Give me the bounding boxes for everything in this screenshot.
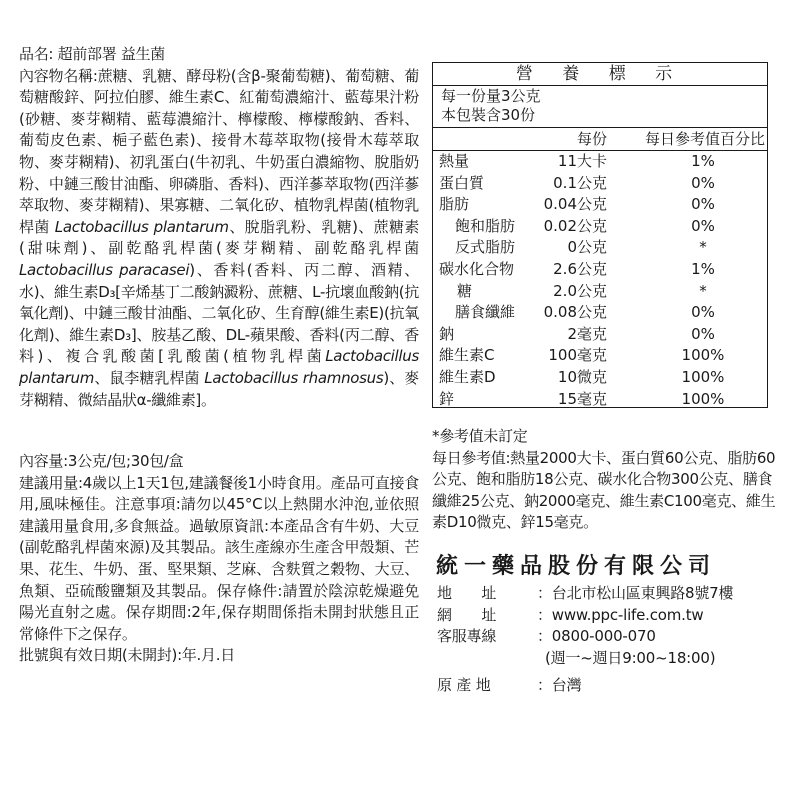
nutrition-row [433, 237, 767, 259]
nutrient-daily-value: 100% [681, 389, 725, 408]
nutrient-amount: 0公克 [567, 238, 607, 257]
nutrient-name: 鈉 [439, 324, 455, 343]
nutrient-name: 脂肪 [439, 195, 470, 214]
nutrient-name: 反式脂肪 [455, 238, 516, 257]
nutrient-amount: 15毫克 [557, 389, 607, 408]
nutrition-rows [433, 151, 767, 410]
nutrient-daily-value: 100% [681, 346, 725, 365]
nutrition-row [433, 389, 767, 411]
nutrient-name: 膳食纖維 [455, 303, 516, 322]
nutrient-amount: 0.08公克 [543, 303, 607, 322]
nutrient-daily-value: * [699, 238, 707, 257]
nutrient-name: 飽和脂肪 [455, 216, 516, 235]
species-name: Lactobacillus plantarum [19, 347, 419, 387]
nutrient-name: 熱量 [439, 152, 470, 170]
nutrition-title: 營 養 標 示 [433, 63, 767, 86]
product-info-column [19, 44, 419, 667]
nutrient-name: 維生素C [439, 346, 495, 365]
serving-size: 每一份量3公克 [441, 87, 541, 105]
nutrient-name: 鋅 [439, 389, 455, 408]
nutrient-daily-value: 0% [691, 195, 715, 214]
nutrition-row [433, 302, 767, 324]
nutrition-row [433, 259, 767, 281]
nutrient-daily-value: 0% [691, 303, 715, 322]
nutrient-amount: 0.04公克 [543, 195, 607, 214]
nutrition-row [433, 345, 767, 367]
nutrition-note [432, 426, 777, 534]
nutrition-row [433, 194, 767, 216]
nutrient-name: 糖 [457, 281, 473, 300]
ingredient-segment: 內容物名稱:蔗糖、乳糖、酵母粉(含β-聚葡萄糖)、葡萄糖、葡萄糖酸鋅、阿拉伯膠、維生素C、紅葡萄濃縮汁、藍莓果汁粉(砂糖、麥芽糊精、藍莓濃縮汁、檸檬酸、檸檬酸鈉、香料、葡萄皮色素、梔子藍色素)、接骨木莓萃取物(接骨木莓萃取物、麥芽糊精)、初乳蛋白(牛初乳、牛奶蛋白濃縮物、脫脂奶粉、中鏈三酸甘油酯、卵磷脂、香料)、西洋蔘萃取物(西洋蔘萃取物、麥芽糊精)、果寡糖、二氧化矽、植物乳桿菌(植物乳桿菌 [19, 66, 419, 236]
product-name: 品名: 超前部署 益生菌 [19, 45, 165, 63]
address-label: 地 址 [437, 584, 497, 602]
service-label: 客服專線 [437, 627, 497, 646]
nutrient-daily-value: * [699, 281, 707, 300]
nutrient-amount: 2.6公克 [553, 259, 607, 278]
nutrition-row [433, 367, 767, 389]
col-daily-value: 每日參考值百分比 [645, 130, 766, 148]
nutrient-amount: 2毫克 [567, 324, 607, 343]
nutrient-amount: 100毫克 [548, 346, 607, 365]
serving-info [433, 86, 767, 128]
nutrient-daily-value: 0% [691, 216, 715, 235]
col-per-serving: 每份 [577, 130, 608, 148]
note-body: 每日參考值:熱量2000大卡、蛋白質60公克、脂肪60公克、飽和脂肪18公克、碳水化合物300公克、膳食纖維25公克、鈉2000毫克、維生素C100毫克、維生素D10微克、鋅15毫克。 [432, 448, 776, 532]
species-name: Lactobacillus paracasei [19, 260, 190, 279]
address-value: ：台北市松山區東興路8號7樓 [537, 584, 734, 602]
nutrient-name: 維生素D [439, 367, 496, 386]
service-hours: (週一~週日9:00~18:00) [545, 648, 716, 667]
ingredients-text [19, 66, 419, 412]
origin-value: ：台灣 [537, 676, 582, 695]
servings-per-package: 本包裝含30份 [441, 106, 536, 124]
website-value: ：www.ppc-life.com.tw [537, 605, 704, 624]
nutrition-row [433, 281, 767, 303]
origin-label: 原 產 地 [437, 676, 491, 695]
nutrient-name: 碳水化合物 [439, 259, 515, 278]
nutrient-amount: 0.02公克 [543, 216, 607, 235]
ingredient-segment: 、脫脂乳粉、乳糖)、蔗糖素(甜味劑)、副乾酪乳桿菌(麥芽糊精、副乾酪乳桿菌 [19, 217, 419, 258]
nutrition-row [433, 216, 767, 238]
ingredient-segment: 、鼠李糖乳桿菌 [94, 368, 205, 387]
service-value: ：0800-000-070 [537, 627, 656, 646]
nutrition-row [433, 173, 767, 195]
content-amount: 內容量:3公克/包;30包/盒 [19, 452, 184, 471]
ingredient-segment: )、麥芽糊精、微結晶狀α-纖維素]。 [19, 368, 419, 409]
nutrient-daily-value: 100% [681, 367, 725, 386]
nutrition-row [433, 324, 767, 346]
nutrient-daily-value: 1% [691, 259, 715, 278]
nutrient-daily-value: 0% [691, 173, 715, 192]
nutrient-amount: 10微克 [557, 367, 607, 386]
nutrient-name: 蛋白質 [439, 173, 485, 192]
website-label: 網 址 [437, 605, 497, 624]
species-name: Lactobacillus rhamnosus [204, 368, 384, 387]
species-name: Lactobacillus plantarum [54, 217, 229, 236]
nutrient-amount: 2.0公克 [553, 281, 607, 300]
nutrition-header-row [433, 128, 767, 151]
nutrient-daily-value: 0% [691, 324, 715, 343]
batch-date-line: 批號與有效日期(未開封):年.月.日 [19, 646, 235, 665]
nutrient-amount: 11大卡 [557, 152, 607, 170]
nutrition-row [433, 151, 767, 173]
nutrient-daily-value: 1% [691, 152, 715, 170]
note-title: *參考值未訂定 [432, 427, 528, 445]
ingredient-segment: )、香料(香料、丙二醇、酒精、水)、維生素D₃[辛烯基丁二酸鈉澱粉、蔗糖、L-抗壞血酸鈉(抗氧化劑)、中鏈三酸甘油酯、二氧化矽、生育醇(維生素E)(抗氧化劑)、維生素D₃]、胺基乙酸、DL-蘋果酸、香料(丙二醇、香料)、複合乳酸菌[乳酸菌(植物乳桿菌 [19, 260, 419, 366]
nutrition-facts-table [432, 62, 768, 408]
usage-text: 建議用量:4歲以上1天1包,建議餐後1小時食用。產品可直接食用,風味極佳。注意事項:請勿以45°C以上熱開水沖泡,並依照建議用量食用,多食無益。過敏原資訊:本產品含有牛奶、大豆(副乾酪乳桿菌來源)及其製品。該生產線亦生產含甲殼類、芒果、花生、牛奶、蛋、堅果類、芝麻、含麩質之穀物、大豆、魚類、亞硫酸鹽類及其製品。保存條件:請置於陰涼乾燥避免陽光直射之處。保存期間:2年,保存期間係指未開封狀態且正常條件下之保存。 [19, 473, 419, 643]
company-name: 統一藥品股份有限公司 [436, 554, 717, 579]
nutrient-amount: 0.1公克 [553, 173, 607, 192]
